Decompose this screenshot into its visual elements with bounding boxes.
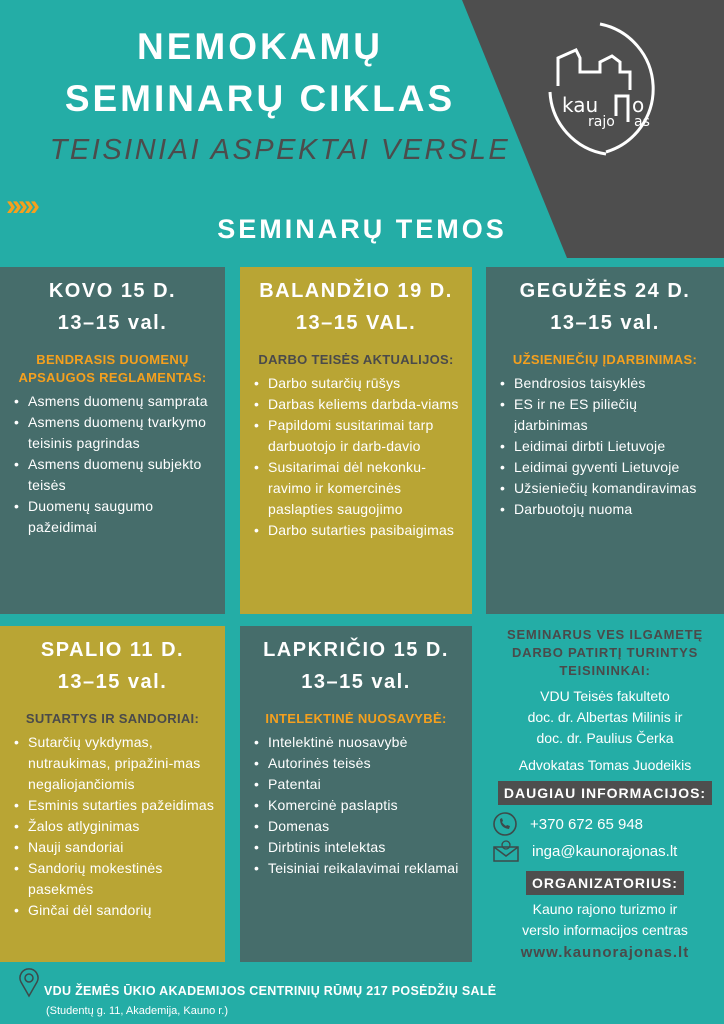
- list-item: • Sandorių mokestinės pasekmės: [10, 858, 215, 900]
- seminar-card-3: [486, 267, 724, 614]
- list-item: • Darbo sutarties pasibaigimas: [250, 520, 462, 541]
- seminar-date: BALANDŽIO 19 D.: [259, 280, 453, 302]
- list-item: • Leidimai dirbti Lietuvoje: [496, 436, 714, 457]
- list-item: • Autorinės teisės: [250, 753, 462, 774]
- list-item: • Asmens duomenų samprata: [10, 391, 215, 412]
- list-item: • Darbo sutarčių rūšys: [250, 373, 462, 394]
- seminar-time: 13–15 VAL.: [295, 312, 417, 334]
- kauno-rajonas-logo: [540, 20, 700, 170]
- subtitle: TEISINIAI ASPEKTAI VERSLE: [49, 134, 511, 166]
- seminar-date: SPALIO 11 D.: [40, 639, 185, 661]
- seminar-time: 13–15 val.: [550, 312, 660, 334]
- venue-address: (Studentų g. 11, Akademija, Kauno r.): [46, 1005, 229, 1017]
- seminar-card-2: [240, 267, 472, 614]
- lecturers-line: doc. dr. Albertas Milinis ir: [527, 709, 683, 725]
- list-item: • Žalos atlyginimas: [10, 816, 215, 837]
- seminar-topic: INTELEKTINĖ NUOSAVYBĖ:: [265, 711, 447, 726]
- seminar-time: 13–15 val.: [57, 671, 168, 693]
- phone-icon: [492, 811, 518, 837]
- seminar-topic: BENDRASIS DUOMENŲ APSAUGOS REGLAMENTAS:: [18, 352, 207, 385]
- info-column: [486, 626, 724, 976]
- seminar-card-1: [0, 267, 225, 614]
- lawyer: Advokatas Tomas Juodeikis: [518, 757, 692, 773]
- svg-text:as: as: [634, 114, 650, 130]
- list-item: • Intelektinė nuosavybė: [250, 732, 462, 753]
- seminar-date: GEGUŽĖS 24 D.: [519, 280, 691, 302]
- organizer-line: verslo informacijos centras: [522, 922, 688, 938]
- seminar-topic: DARBO TEISĖS AKTUALIJOS:: [258, 352, 454, 367]
- location-pin-icon: [18, 968, 40, 998]
- list-item: • Esminis sutarties pažeidimas: [10, 795, 215, 816]
- seminar-time: 13–15 val.: [57, 312, 168, 334]
- chevrons-icon: ›››››: [6, 189, 36, 222]
- organizer-text: [522, 899, 688, 941]
- email-link[interactable]: inga@kaunorajonas.lt: [532, 842, 678, 860]
- list-item: • Užsieniečių komandiravimas: [496, 478, 714, 499]
- list-item: • Sutarčių vykdymas, nutraukimas, pripažini-mas negaliojančiomis: [10, 732, 215, 795]
- seminar-topic: SUTARTYS IR SANDORIAI:: [25, 711, 200, 726]
- venue-name: VDU ŽEMĖS ŪKIO AKADEMIJOS CENTRINIŲ RŪMŲ 217 POSĖDŽIŲ SALĖ: [44, 984, 497, 998]
- list-item: • Ginčai dėl sandorių: [10, 900, 215, 921]
- seminar-card-5: [240, 626, 472, 962]
- title-line-2: SEMINARŲ CIKLAS: [64, 78, 456, 119]
- title-line-1: NEMOKAMŲ: [137, 26, 383, 67]
- list-item: • Bendrosios taisyklės: [496, 373, 714, 394]
- phone-number[interactable]: +370 672 65 948: [530, 815, 644, 833]
- list-item: • Asmens duomenų subjekto teisės: [10, 454, 215, 496]
- lecturers-line: VDU Teisės fakulteto: [540, 688, 670, 704]
- svg-text:o: o: [632, 93, 645, 117]
- lecturers-text: [528, 686, 683, 749]
- more-info-label: DAUGIAU INFORMACIJOS:: [498, 781, 712, 805]
- list-item: • Teisiniai reikalavimai reklamai: [250, 858, 462, 879]
- lecturers-line: doc. dr. Paulius Čerka: [536, 730, 674, 746]
- list-item: • ES ir ne ES piliečių įdarbinimas: [496, 394, 714, 436]
- list-item: • Dirbtinis intelektas: [250, 837, 462, 858]
- list-item: • Darbuotojų nuoma: [496, 499, 714, 520]
- svg-text:rajo: rajo: [588, 114, 615, 130]
- organizer-label: ORGANIZATORIUS:: [526, 871, 684, 895]
- section-title: SEMINARŲ TEMOS: [217, 214, 507, 244]
- list-item: • Papildomi susitarimai tarp darbuotojo ir darb-davio: [250, 415, 462, 457]
- website-link[interactable]: www.kaunorajonas.lt: [520, 944, 690, 961]
- list-item: • Domenas: [250, 816, 462, 837]
- organizer-line: Kauno rajono turizmo ir: [532, 901, 678, 917]
- list-item: • Patentai: [250, 774, 462, 795]
- list-item: • Komercinė paslaptis: [250, 795, 462, 816]
- seminar-date: LAPKRIČIO 15 D.: [263, 639, 449, 661]
- seminar-topic: UŽSIENIEČIŲ ĮDARBINIMAS:: [512, 352, 698, 367]
- list-item: • Darbas keliems darbda-viams: [250, 394, 462, 415]
- lecturers-title: SEMINARUS VES ILGAMETĘ DARBO PATIRTĮ TURINTYS TEISININKAI:: [506, 627, 703, 678]
- list-item: • Leidimai gyventi Lietuvoje: [496, 457, 714, 478]
- list-item: • Susitarimai dėl nekonku-ravimo ir komercinės paslapties saugojimo: [250, 457, 462, 520]
- email-icon: [492, 839, 520, 863]
- svg-text:kau: kau: [562, 93, 599, 117]
- list-item: • Nauji sandoriai: [10, 837, 215, 858]
- list-item: • Duomenų saugumo pažeidimai: [10, 496, 215, 538]
- seminar-date: KOVO 15 D.: [48, 280, 177, 302]
- seminar-time: 13–15 val.: [301, 671, 411, 693]
- list-item: • Asmens duomenų tvarkymo teisinis pagrindas: [10, 412, 215, 454]
- seminar-card-4: [0, 626, 225, 962]
